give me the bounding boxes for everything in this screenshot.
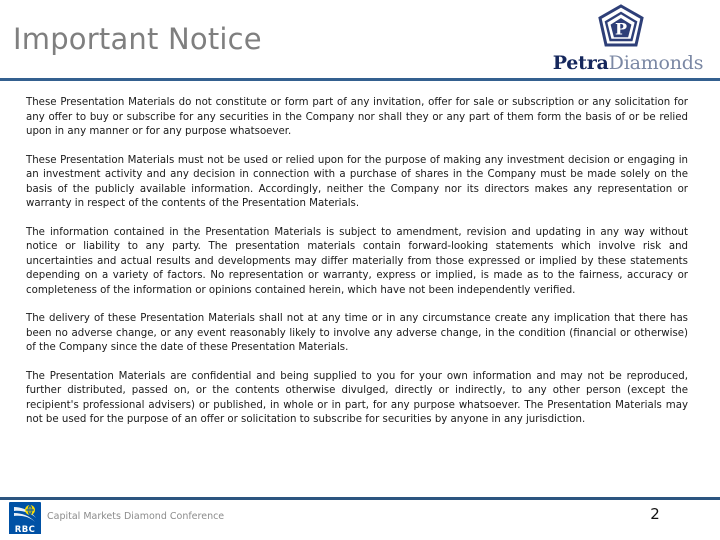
footer-conference-label: Capital Markets Diamond Conference bbox=[47, 511, 225, 522]
header-divider-rule bbox=[0, 78, 720, 81]
disclaimer-paragraph: The Presentation Materials are confidential and being supplied to you for your own information and may not be reproduced, further distributed, passed on, or the contents otherwise divulged, directly or indirectly, to any other person (except the recipient's professional advisers) or published, in whole or in part, for any purpose whatsoever. The Presentation Materials may not be used for the purpose of an offer or solicitation to subscribe for securities by anyone in any jurisdiction. bbox=[26, 370, 688, 425]
page-title: Important Notice bbox=[13, 22, 262, 56]
page-number: 2 bbox=[650, 505, 660, 523]
petra-wordmark-secondary: Diamonds bbox=[608, 52, 704, 74]
petra-wordmark bbox=[548, 52, 708, 75]
svg-text:P: P bbox=[614, 19, 628, 39]
petra-diamonds-logo bbox=[548, 4, 708, 74]
petra-wordmark-primary: Petra bbox=[552, 52, 609, 74]
slide-footer bbox=[0, 497, 720, 540]
disclaimer-paragraph: These Presentation Materials do not constitute or form part of any invitation, offer for sale or subscription or any solicitation for any offer to buy or subscribe for any securities in the Company nor shall they or any part of them form the basis of or be relied upon in any manner or for any purpose whatsoever. bbox=[26, 97, 688, 137]
svg-text:RBC: RBC bbox=[14, 525, 36, 534]
slide-header bbox=[0, 0, 720, 81]
rbc-logo-icon bbox=[9, 502, 41, 534]
disclaimer-paragraph: The delivery of these Presentation Materials shall not at any time or in any circumstance create any implication that there has been no adverse change, or any event reasonably likely to involve any adverse change, in the condition (financial or otherwise) of the Company since the date of these Presentation Materials. bbox=[26, 313, 688, 353]
disclaimer-body bbox=[26, 96, 688, 428]
petra-diamond-mark-icon bbox=[596, 4, 646, 52]
footer-divider-rule bbox=[0, 497, 720, 500]
disclaimer-paragraph: The information contained in the Presentation Materials is subject to amendment, revision and updating in any way without notice or liability to any party. The presentation materials contain forward-looking statements which involve risk and uncertainties and actual results and developments may differ materially from those expressed or implied by these statements depending on a variety of factors. No representation or warranty, express or implied, is made as to the fairness, accuracy or completeness of the information or opinions contained herein, which have not been independently verified. bbox=[26, 226, 688, 296]
disclaimer-paragraph: These Presentation Materials must not be used or relied upon for the purpose of making any investment decision or engaging in an investment activity and any decision in connection with a purchase of shares in the Company must be made solely on the basis of the publicly available information. Accordingly, neither the Company nor its directors makes any representation or warranty in respect of the contents of the Presentation Materials. bbox=[26, 154, 688, 209]
